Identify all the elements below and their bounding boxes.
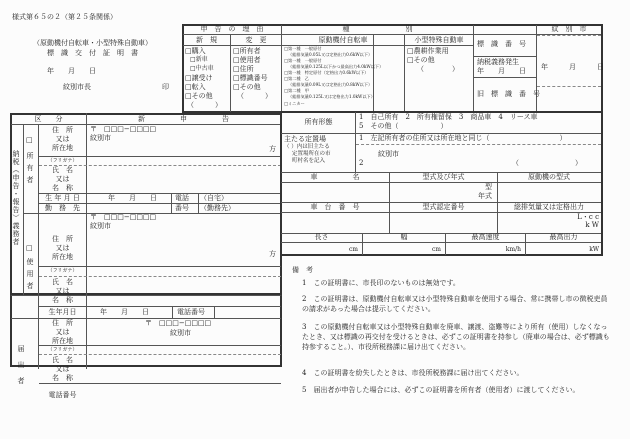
filer-postal-field[interactable]: 〒 □□□−□□□□ (145, 319, 212, 327)
filer-city[interactable]: 紋別市 (170, 329, 191, 337)
owner-name-label-3: 名 称 (52, 184, 73, 192)
owner-phone-work-field[interactable]: （勤務先） (200, 204, 235, 212)
storage-option-city[interactable]: 紋別市 (378, 150, 399, 158)
filer-furigana-label: （フリガナ） (47, 347, 78, 353)
filer-name-label-1: 氏 名 (52, 356, 73, 364)
max-power-label: 最高出力 (549, 233, 578, 241)
change-owner-checkbox[interactable]: □所有者 (233, 47, 261, 55)
user-checkbox[interactable]: □ (26, 244, 33, 252)
reason-transfer-checkbox[interactable]: □譲受け (185, 74, 213, 82)
note-5: 5 届出者が申告した場合には、必ずこの証明書を所有者（使用者）に渡してください。 (302, 386, 580, 394)
reason-new-heading: 新 規 (196, 36, 217, 44)
section-label: 区 分 (34, 115, 63, 123)
owner-postal-field[interactable]: 〒 □□□−□□□□ (90, 125, 157, 133)
user-phone-field[interactable] (215, 307, 281, 318)
filer-address-label-2: 又は (55, 328, 70, 336)
owner-city[interactable]: 紋別市 (90, 134, 111, 142)
category-heading: 種 別 (342, 25, 413, 33)
new-report-label: 新 申 告 (138, 115, 229, 123)
plate-number-field[interactable] (537, 36, 601, 56)
city-label: 紋 別 市 (551, 25, 587, 33)
car-name-label: 車 名 (310, 173, 360, 181)
moped-type1-general-note: （総排気量0.05L又は定格出力0.6kW以下） (288, 52, 373, 57)
user-furigana-label: （フリガナ） (47, 268, 78, 274)
ownership-label: 所有形態 (304, 118, 333, 126)
moped-type1-general-125-note: （総排気量0.125L以下かつ最高出力4.0kW以下） (288, 64, 384, 69)
filer-furigana-field[interactable] (87, 346, 281, 354)
moped-type2-ko-checkbox[interactable]: □第二種 甲 (284, 88, 309, 93)
filer-name-label-3: 名 称 (52, 374, 73, 382)
width-label: 幅 (400, 233, 408, 241)
form-subtitle: （原動機付自転車・小型特殊自動車） (33, 39, 152, 47)
user-address-label-3: 所在地 (52, 253, 73, 261)
notes-heading: 備 考 (292, 266, 313, 274)
user-name-label-1: 氏 名 (52, 278, 73, 286)
seal-mark: 印 (162, 83, 169, 91)
old-plate-label: 旧 標 識 番 号 (477, 90, 540, 98)
owner-checkbox[interactable]: □ (26, 136, 33, 144)
small-special-heading: 小型特殊自動車 (414, 36, 464, 44)
user-name-field[interactable] (87, 277, 281, 306)
note-3: 3 この原動機付自転車又は小型特殊自動車を廃車、譲渡、盗難等により所有（使用）しなくなったとき、又は標識の再交付を受けるときは、必ずこの証明書を持参し（廃車の場合は、必ず標識も持参すること。）、市役所税務課に届け出てください。 (302, 323, 610, 351)
length-label: 長さ (314, 233, 329, 241)
taxpayer-label: 納税（申告・報告）義務者 (12, 150, 20, 246)
moped-type1-general-checkbox[interactable]: □第一種 一般原付 (284, 46, 322, 51)
reason-used-car-checkbox[interactable]: □中古車 (190, 65, 214, 72)
engine-type-field[interactable] (498, 183, 601, 201)
filer-phone-field[interactable] (87, 384, 281, 406)
user-label: 使用者 (26, 258, 34, 294)
filer-label: 届出者 (17, 345, 25, 393)
user-name-label-3: 名 称 (52, 296, 73, 304)
storage-option-2-number: 2 (359, 159, 364, 167)
user-address-label-2: 又は (55, 244, 70, 252)
approval-number-field[interactable] (390, 213, 496, 233)
owner-address-label-3: 所在地 (52, 144, 73, 152)
owner-name-field[interactable] (87, 166, 281, 193)
moped-type2-otsu-note: （総排気量0.09L又は定格出力0.8kW以下） (288, 82, 373, 87)
reason-change-heading: 変 更 (245, 36, 267, 44)
reason-new-other-checkbox[interactable]: □その他 (185, 92, 213, 100)
user-phone-label: 電話番号 (177, 308, 205, 316)
owner-work-field[interactable] (87, 204, 171, 213)
user-postal-field[interactable]: 〒 □□□−□□□□ (90, 213, 157, 221)
reason-purchase-checkbox[interactable]: □購入 (185, 47, 206, 55)
user-address-label-1: 住 所 (52, 235, 73, 243)
owner-address-label-1: 住 所 (52, 126, 73, 134)
owner-work-label: 勤 務 先 (45, 204, 80, 212)
owner-furigana-field[interactable] (87, 157, 281, 165)
owner-name-label-1: 氏 名 (52, 166, 73, 174)
reason-new-car-checkbox[interactable]: □新車 (190, 56, 208, 63)
max-speed-field[interactable]: km/h (505, 246, 521, 253)
storage-option-2-field[interactable]: （ ） (512, 159, 582, 167)
filer-phone-label: 電話番号 (48, 391, 77, 399)
user-furigana-field[interactable] (87, 267, 281, 276)
width-field[interactable]: cm (431, 246, 441, 253)
storage-option-same-address[interactable]: 1 左記所有者の住所又は所在地と同じ（ ） (359, 134, 567, 142)
filer-address-label-3: 所在地 (52, 337, 73, 345)
filer-name-field[interactable] (87, 355, 281, 383)
owner-phone-home-field[interactable]: （自宅） (200, 194, 228, 202)
storage-label-4: 町村名を記入 (292, 158, 326, 164)
frame-number-field[interactable] (282, 213, 388, 233)
length-field[interactable]: cm (348, 246, 358, 253)
approval-number-label: 型式認定番号 (422, 203, 465, 211)
change-address-checkbox[interactable]: □住所 (233, 65, 254, 73)
ownership-options-1[interactable]: 1 自己所有 2 所有権留保 3 商品車 4 リース車 (359, 113, 538, 121)
note-2: 2 この証明書は、原動機付自転車又は小型特殊自動車を使用する場合、常に携帯し市の徴税吏員の請求があった場合は提示してください。 (302, 295, 608, 313)
reason-move-in-checkbox[interactable]: □転入 (185, 83, 206, 91)
year-unit: 年式 (478, 192, 492, 200)
tax-date-field[interactable]: 年 月 日 (541, 63, 604, 71)
note-1: 1 この証明書に、市長印のないものは無効です。 (302, 279, 460, 287)
moped-type1-specific-checkbox[interactable]: □第一種 特定原付（定格出力0.6kW以下） (284, 70, 369, 75)
issue-date: 年 月 日 (47, 67, 96, 75)
tax-date-label-2: 年 月 日 (477, 67, 526, 75)
change-user-checkbox[interactable]: □使用者 (233, 56, 261, 64)
storage-label-3: 定置場所在の市 (292, 151, 331, 157)
user-birth-field[interactable]: 年 月 日 (100, 308, 149, 316)
filer-name-label-2: 又は (55, 365, 70, 373)
model-year-field[interactable] (390, 183, 478, 201)
moped-type2-ko-note: （総排気量0.125L又は定格出力1.0kW以下） (288, 94, 375, 99)
model-unit: 型 (485, 183, 492, 191)
user-birth-label: 生年月日 (48, 308, 77, 316)
reason-new-other-field[interactable]: （ ） (187, 101, 222, 109)
agricultural-checkbox[interactable]: □農耕作業用 (407, 47, 449, 55)
engine-type-label: 原動機の型式 (528, 173, 570, 181)
user-city[interactable]: 紋別市 (90, 222, 111, 230)
owner-birth-label: 生 年 月 日 (45, 194, 80, 202)
form-number: 様式第６５の２（第２５条関係） (12, 13, 117, 21)
model-year-label: 型式及び年式 (422, 173, 465, 181)
form-title: 標 識 交 付 証 明 書 (47, 49, 138, 57)
moped-type2-otsu-checkbox[interactable]: □第二種 乙 (284, 76, 309, 81)
max-power-field[interactable]: kW (589, 246, 599, 253)
small-special-other-field[interactable]: （ ） (417, 65, 459, 73)
user-address-suffix: 方 (269, 250, 276, 258)
storage-label-2: （ ）内は旧主たる (284, 144, 330, 150)
change-plate-number-checkbox[interactable]: □標識番号 (233, 74, 268, 82)
change-other-field[interactable]: （ ） (237, 92, 272, 100)
max-speed-label: 最高速度 (471, 233, 500, 241)
change-other-checkbox[interactable]: □その他 (233, 83, 261, 91)
user-name-label-2: 又は (55, 287, 70, 295)
issuer-name: 紋別市長 (63, 83, 91, 91)
owner-address-suffix: 方 (269, 145, 276, 153)
plate-number-label: 標 識 番 号 (477, 40, 526, 48)
owner-furigana-label: （フリガナ） (47, 158, 78, 164)
filer-address-label-1: 住 所 (52, 319, 73, 327)
owner-label: 所有者 (26, 152, 34, 188)
minicar-checkbox[interactable]: □ミニカー (284, 101, 305, 106)
old-plate-field[interactable] (537, 87, 601, 111)
small-special-other-checkbox[interactable]: □その他 (407, 56, 435, 64)
displacement-unit-2: k W (585, 221, 599, 229)
owner-phone-label-2: 番号 (175, 204, 189, 212)
displacement-label: 総排気量又は定格出力 (514, 203, 584, 211)
moped-type1-general-125-checkbox[interactable]: □第一種 一般原付 (284, 58, 322, 63)
ownership-options-2[interactable]: 5 その他（ ） (359, 122, 448, 130)
owner-address-label-2: 又は (55, 135, 70, 143)
owner-phone-label-1: 電話 (175, 194, 189, 202)
owner-birth-field[interactable]: 年 月 日 (108, 194, 157, 202)
reason-heading: 申 告 の 理 由 (200, 25, 264, 33)
storage-label-1: 主たる定置場 (284, 135, 326, 143)
tax-date-label: 納税義務発生 (477, 58, 519, 66)
displacement-unit-1: L・c c (577, 213, 599, 221)
note-4: 4 この証明書を紛失したときは、市役所税務課に届け出てください。 (302, 369, 524, 377)
car-name-field[interactable] (282, 183, 388, 201)
moped-heading: 原動機付自転車 (318, 36, 368, 44)
owner-name-label-2: 又は (55, 175, 70, 183)
frame-number-label: 車 台 番 号 (310, 203, 360, 211)
